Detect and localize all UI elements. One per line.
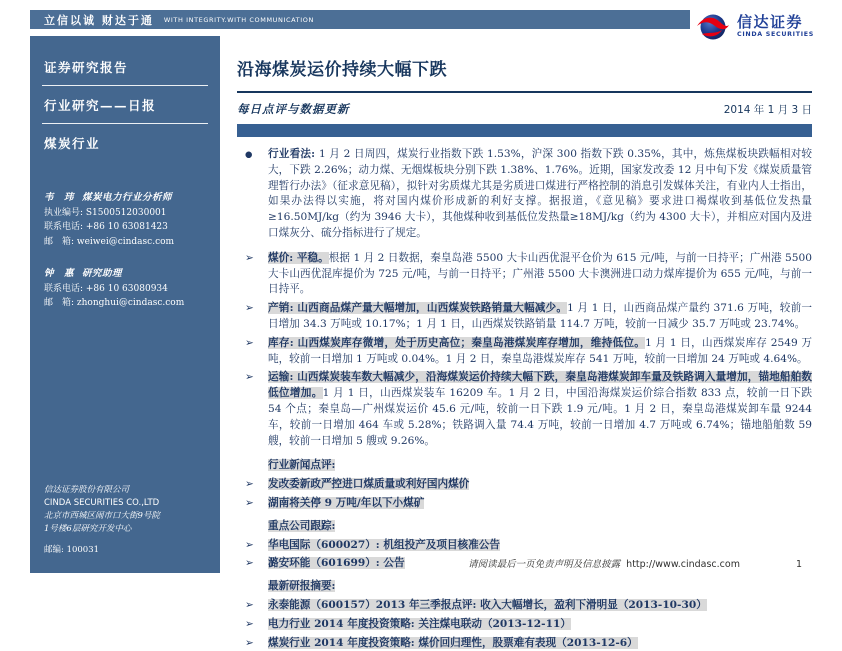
arrow-bullet-icon: ➢ — [245, 557, 254, 570]
list-item — [237, 496, 812, 512]
list-item — [237, 636, 812, 651]
logo-name-en: CINDA SECURITIES — [737, 31, 814, 39]
arrow-bullet-icon: ➢ — [245, 538, 254, 551]
item-body: 1 月 1 日，山西煤炭库存 2549 万吨，较前一日增加 1 万吨或 0.04%。1 月 2 日，秦皇岛港煤炭库存 541 万吨，较前一日增加 24 万吨或 4.64%。 — [268, 336, 812, 365]
cinda-logo-icon — [696, 13, 730, 41]
section-divider-bar — [237, 124, 812, 137]
section-heading — [237, 458, 812, 474]
item-body: 1 月 1 日，山西煤炭装车 16209 车。1 月 2 日，中国沿海煤炭运价综合指数 833 点，较前一日下跌 54 个点；秦皇岛—广州煤炭运价 45.6 元/吨，较前一日下跌 1.9 元/吨。1 月 2 日，秦皇岛港煤炭卸车量 9244 车，较前一日增加 464 车或 5.28%；铁路调入量 74.4 万吨，较前一日增加 4.7 万吨或 6.74%；锚地船舶数 59 艘，较前一日增加 5 艘或 9.26%。 — [268, 387, 812, 447]
item-lead: 产销: 山西商品煤产量大幅增加，山西煤炭铁路销量大幅减少。 — [268, 302, 568, 315]
item-lead: 运输: 山西煤炭装车数大幅减少，沿海煤炭运价持续大幅下跌，秦皇岛港煤炭卸车量及铁路调入量增加，锚地船舶数低位增加。 — [268, 371, 812, 400]
subtitle-row — [237, 101, 812, 117]
company-name-en: CINDA SECURITIES CO.,LTD — [44, 498, 160, 508]
cinda-logo — [696, 13, 814, 41]
section-heading — [237, 519, 812, 535]
page-title: 沿海煤炭运价持续大幅下跌 — [237, 55, 812, 93]
list-item — [237, 301, 812, 333]
analyst-title: 煤炭电力行业分析师 — [82, 192, 173, 203]
list-item — [237, 477, 812, 493]
item-lead: 发改委新政严控进口煤质量或利好国内煤价 — [268, 478, 470, 491]
website-url: http://www.cindasc.com — [626, 559, 740, 570]
report-sidebar — [30, 36, 220, 573]
heading-text: 最新研报摘要: — [268, 580, 336, 593]
arrow-bullet-icon: ➢ — [245, 478, 254, 491]
company-name-cn: 信达证券股份有限公司 — [44, 485, 130, 495]
item-lead: 煤价: 平稳。 — [268, 251, 329, 264]
analyst-email: 邮 箱: weiwei@cindasc.com — [44, 236, 175, 247]
list-item — [237, 147, 812, 242]
report-subtitle: 每日点评与数据更新 — [237, 102, 350, 116]
analyst-title: 研究助理 — [82, 268, 123, 279]
item-lead: 永泰能源（600157）2013 年三季报点评: 收入大幅增长，盈利下滑明显（2013-10-30） — [268, 598, 707, 611]
analyst-info-2 — [42, 267, 208, 311]
arrow-bullet-icon: ➢ — [245, 302, 254, 315]
item-lead: 库存: 山西煤炭库存微增，处于历史高位；秦皇岛港煤炭库存增加，维持低位。 — [268, 336, 646, 349]
disc-bullet-icon: ● — [245, 150, 253, 160]
analyst-reg-number: 执业编号: S1500512030001 — [44, 207, 167, 218]
analyst-name: 钟 惠 — [44, 268, 75, 279]
company-address-block — [44, 484, 208, 557]
page-footer — [237, 556, 812, 570]
item-body: 根据 1 月 2 日数据，秦皇岛港 5500 大卡山西优混平仓价为 615 元/吨，与前一日持平；广州港 5500 大卡山西优混库提价为 725 元/吨，与前一日持平；广州港 5500 大卡澳洲进口动力煤库提价为 655 元/吨，与前一日持平。 — [268, 251, 812, 296]
logo-name-cn: 信达证券 — [737, 13, 804, 32]
arrow-bullet-icon: ➢ — [245, 636, 254, 649]
item-lead: 潞安环能（601699）: 公告 — [268, 557, 405, 570]
item-lead: 湖南将关停 9 万吨/年以下小煤矿 — [268, 496, 425, 509]
top-slogan-bar — [30, 10, 690, 29]
item-lead: 电力行业 2014 年度投资策略: 关注煤电联动（2013-12-11） — [268, 617, 571, 630]
arrow-bullet-icon: ➢ — [245, 598, 254, 611]
report-date: 2014 年 1 月 3 日 — [723, 104, 812, 116]
arrow-bullet-icon: ➢ — [245, 496, 254, 509]
analyst-email: 邮 箱: zhonghui@cindasc.com — [44, 298, 185, 308]
list-item — [237, 251, 812, 298]
item-body: 1 月 1 日，山西商品煤产量约 371.6 万吨，较前一日增加 34.3 万吨或 10.17%；1 月 1 日，山西煤炭铁路销量 114.7 万吨，较前一日减少 35.7 万吨或 23.74%。 — [268, 302, 812, 330]
arrow-bullet-icon: ➢ — [245, 617, 254, 630]
company-address-line1: 北京市西城区闹市口大街9号院 — [44, 511, 160, 521]
analyst-phone: 联系电话: +86 10 63080934 — [44, 283, 168, 294]
company-postal-code: 邮编: 100031 — [44, 545, 100, 555]
list-item — [237, 370, 812, 449]
item-lead: 华电国际（600027）: 机组投产及项目核准公告 — [268, 538, 500, 551]
analyst-info-1 — [42, 191, 208, 249]
item-lead: 煤炭行业 2014 年度投资策略: 煤价回归理性，股票难有表现（2013-12-6） — [268, 636, 638, 649]
page-number: 1 — [795, 559, 802, 570]
company-address-line2: 1号楼6层研究开发中心 — [44, 524, 132, 534]
section-heading — [237, 579, 812, 595]
slogan-cn: 立信以诚 财达于通 — [44, 13, 154, 27]
heading-text: 行业新闻点评: — [268, 459, 336, 472]
slogan-en: WITH INTEGRITY.WITH COMMUNICATION — [163, 15, 314, 24]
analyst-phone: 联系电话: +86 10 63081423 — [44, 222, 168, 232]
arrow-bullet-icon: ➢ — [245, 251, 254, 264]
item-lead: 行业看法: — [268, 148, 319, 160]
sidebar-item-report-type: 证券研究报告 — [42, 48, 208, 86]
sidebar-item-research-type: 行业研究——日报 — [42, 86, 208, 124]
list-item — [237, 598, 812, 614]
analyst-name: 韦 玮 — [44, 192, 75, 203]
list-item — [237, 336, 812, 368]
arrow-bullet-icon: ➢ — [245, 336, 254, 349]
list-item — [237, 617, 812, 633]
heading-text: 重点公司跟踪: — [268, 519, 336, 532]
arrow-bullet-icon: ➢ — [245, 371, 254, 384]
sidebar-nav — [42, 48, 208, 161]
report-body-list — [237, 147, 812, 651]
sidebar-item-industry: 煤炭行业 — [44, 136, 101, 151]
disclaimer-text: 请阅读最后一页免责声明及信息披露 — [468, 559, 621, 570]
list-item — [237, 538, 812, 554]
item-body: 1 月 2 日周四，煤炭行业指数下跌 1.53%，沪深 300 指数下跌 0.35%，其中，炼焦煤板块跌幅相对较大，下跌 2.26%；动力煤、无烟煤板块分别下跌 1.38%、1.76%。近期，国家发改委 12 月中旬下发《煤炭质量管理暂行办法》（征求意见稿），拟针对劣质煤尤其是劣质进口煤进行严格控制的消息引发媒体关注，有业内人士指出，如果办法得以实施，将对国内煤价形成新的利好支撑。据报道，《意见稿》要求进口褐煤收到基低位发热量≥16.50MJ/kg（约为 3946 大卡），其他煤种收到基低位发热量≥18MJ/kg（约为 4300 大卡），并相应对国内及进口煤灰分、硫分指标进行了规定。 — [268, 148, 812, 239]
